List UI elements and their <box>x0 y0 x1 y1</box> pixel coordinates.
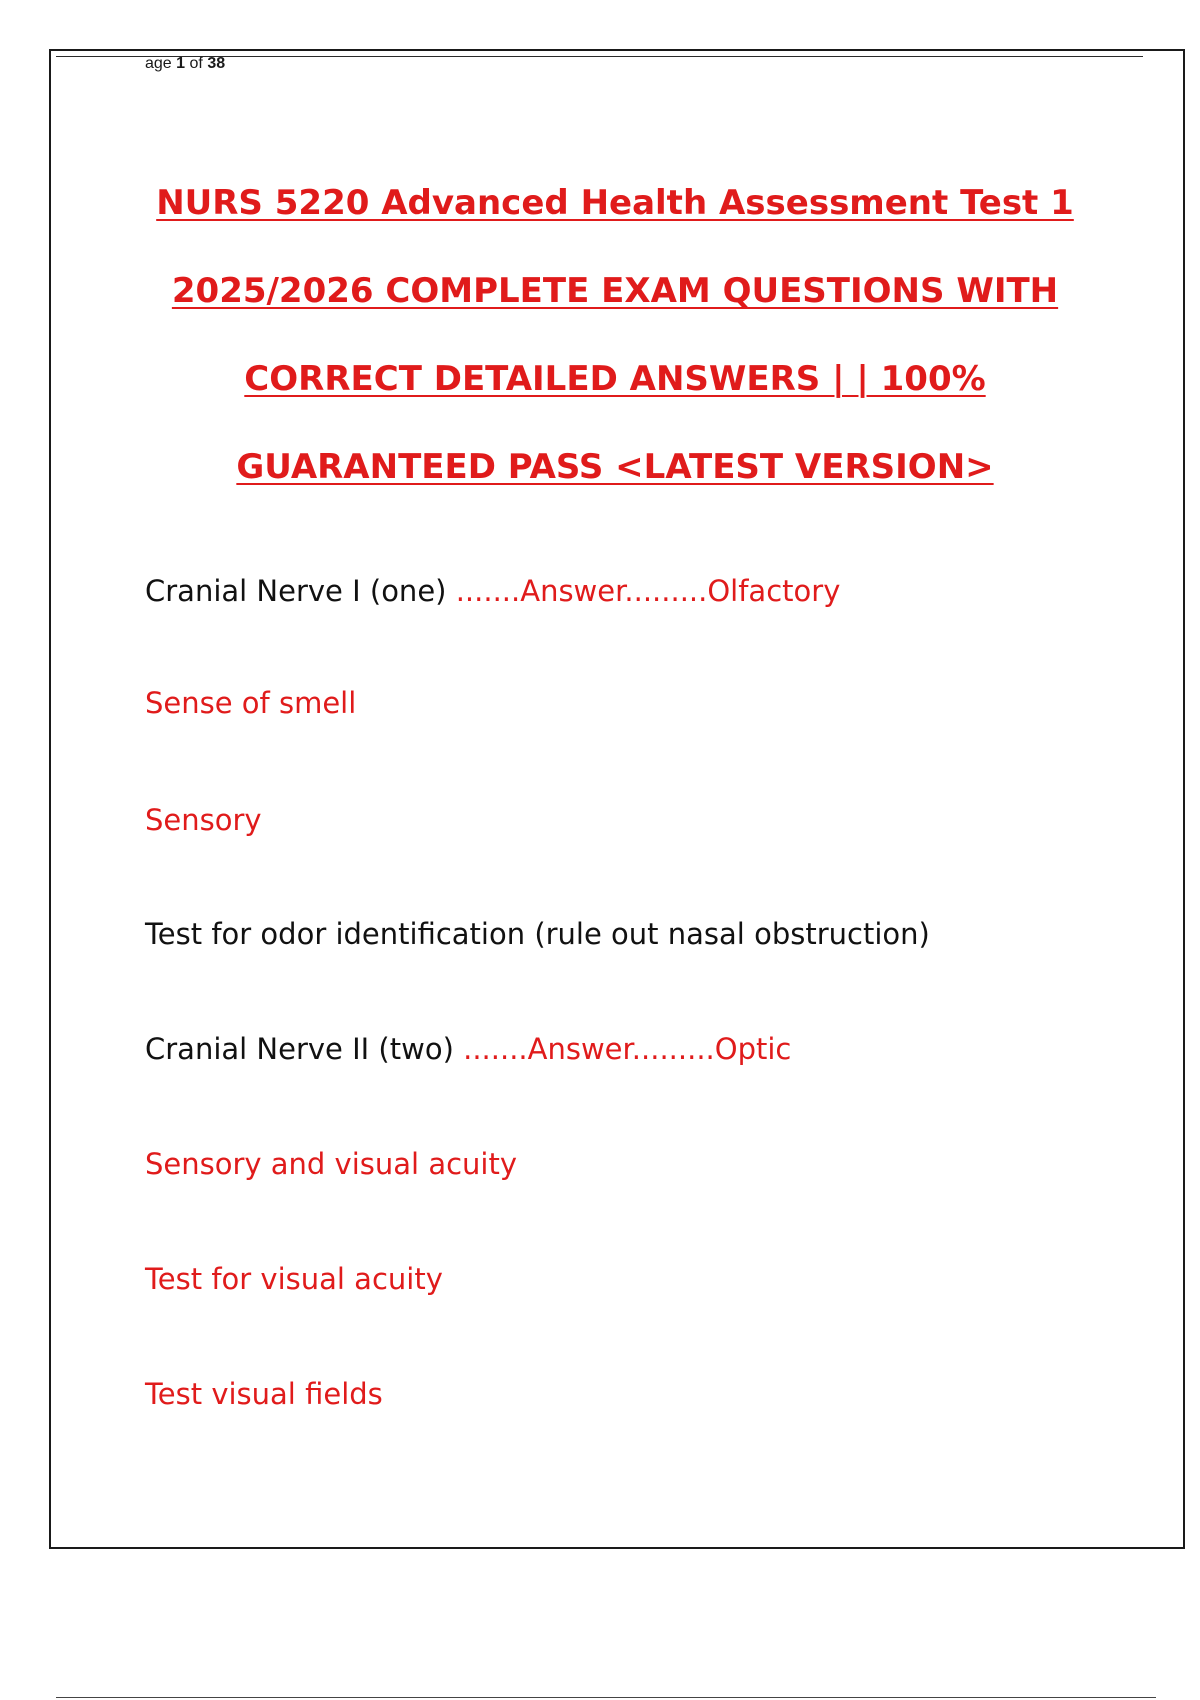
detail-sense-of-smell: Sense of smell <box>145 686 357 720</box>
title-line-4: GUARANTEED PASS <LATEST VERSION> <box>236 447 994 487</box>
question-cranial-nerve-1 <box>145 573 840 609</box>
detail-test-visual-fields: Test visual fields <box>145 1377 383 1411</box>
page-current: 1 <box>176 55 186 72</box>
note-odor-identification: Test for odor identification (rule out nasal obstruction) <box>145 917 930 951</box>
document-title <box>120 178 1110 530</box>
page-of: of <box>189 55 203 72</box>
answer-text: .......Answer.........Optic <box>463 1032 792 1066</box>
detail-test-visual-acuity: Test for visual acuity <box>145 1262 443 1296</box>
answer-text: .......Answer.........Olfactory <box>455 574 841 608</box>
question-text: Cranial Nerve II (two) <box>145 1032 464 1066</box>
detail-sensory: Sensory <box>145 803 262 837</box>
detail-sensory-visual-acuity: Sensory and visual acuity <box>145 1147 518 1181</box>
page-prefix: age <box>145 55 172 72</box>
page-counter <box>145 55 225 73</box>
question-text: Cranial Nerve I (one) <box>145 574 456 608</box>
page-total: 38 <box>207 55 226 72</box>
question-cranial-nerve-2 <box>145 1031 791 1067</box>
title-line-2: 2025/2026 COMPLETE EXAM QUESTIONS WITH <box>171 271 1059 311</box>
footer-rule <box>56 1697 1156 1698</box>
title-line-1: NURS 5220 Advanced Health Assessment Test 1 <box>156 183 1074 223</box>
title-line-3: CORRECT DETAILED ANSWERS | | 100% <box>244 359 986 399</box>
